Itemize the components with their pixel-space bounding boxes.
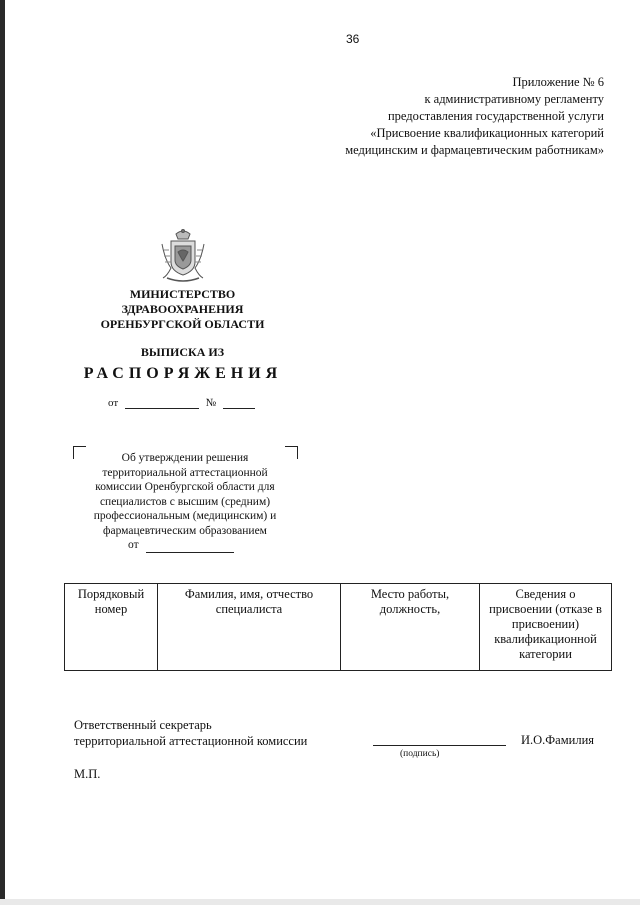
- coat-of-arms-icon: [159, 228, 207, 282]
- subject-date-line: [72, 538, 298, 553]
- ministry-line: МИНИСТЕРСТВО: [129, 287, 236, 301]
- subject-line: территориальной аттестационной: [102, 466, 268, 479]
- order-date-line: [108, 396, 255, 409]
- date-from-label: от: [108, 397, 119, 409]
- subject-line: профессиональным (медицинским) и: [93, 510, 277, 522]
- assignment-table: [64, 583, 612, 671]
- subject-line: специалистов с высшим (средним): [99, 495, 271, 508]
- subject-line: комиссии Оренбургской области для: [95, 481, 275, 493]
- column-header-workplace: Место работы, должность,: [341, 584, 480, 671]
- subject-line: Об утверждении решения: [121, 452, 249, 464]
- order-title: РАСПОРЯЖЕНИЯ: [83, 365, 283, 382]
- subject-block: [72, 451, 298, 553]
- secretary-title-line: территориальной аттестационной комиссии: [74, 734, 308, 748]
- ministry-line: ЗДРАВООХРАНЕНИЯ: [121, 302, 244, 316]
- signature-caption: (подпись): [400, 749, 440, 759]
- stamp-label: М.П.: [74, 767, 101, 781]
- appendix-line: к административному регламенту: [424, 92, 604, 106]
- subject-line: фармацевтическим образованием: [103, 524, 267, 537]
- column-header-number: Порядковый номер: [65, 584, 158, 671]
- signer-name: И.О.Фамилия: [521, 733, 595, 747]
- subject-from-label: от: [128, 539, 139, 551]
- ministry-line: ОРЕНБУРГСКОЙ ОБЛАСТИ: [100, 317, 265, 331]
- page-bottom-edge: [0, 899, 640, 905]
- column-header-category: Сведения о присвоении (отказе в присвоении) квалификационной категории: [480, 584, 612, 671]
- number-label: №: [205, 397, 217, 409]
- signature-line: [373, 745, 506, 746]
- page-edge-shadow: [0, 0, 5, 905]
- appendix-line: Приложение № 6: [512, 75, 604, 89]
- appendix-line: медицинским и фармацевтическим работникам»: [345, 143, 604, 157]
- page-number: 36: [346, 32, 360, 46]
- secretary-title-line: Ответственный секретарь: [74, 718, 212, 732]
- appendix-header: [345, 74, 604, 159]
- table-header-row: [65, 584, 612, 671]
- column-header-name: Фамилия, имя, отчество специалиста: [158, 584, 341, 671]
- ministry-name: [80, 287, 285, 332]
- date-blank: [125, 396, 199, 409]
- extract-label: ВЫПИСКА ИЗ: [140, 345, 225, 359]
- appendix-line: предоставления государственной услуги: [387, 109, 604, 123]
- number-blank: [223, 396, 255, 409]
- secretary-title: [74, 717, 307, 749]
- subject-date-blank: [146, 540, 234, 553]
- appendix-line: «Присвоение квалификационных категорий: [370, 126, 604, 140]
